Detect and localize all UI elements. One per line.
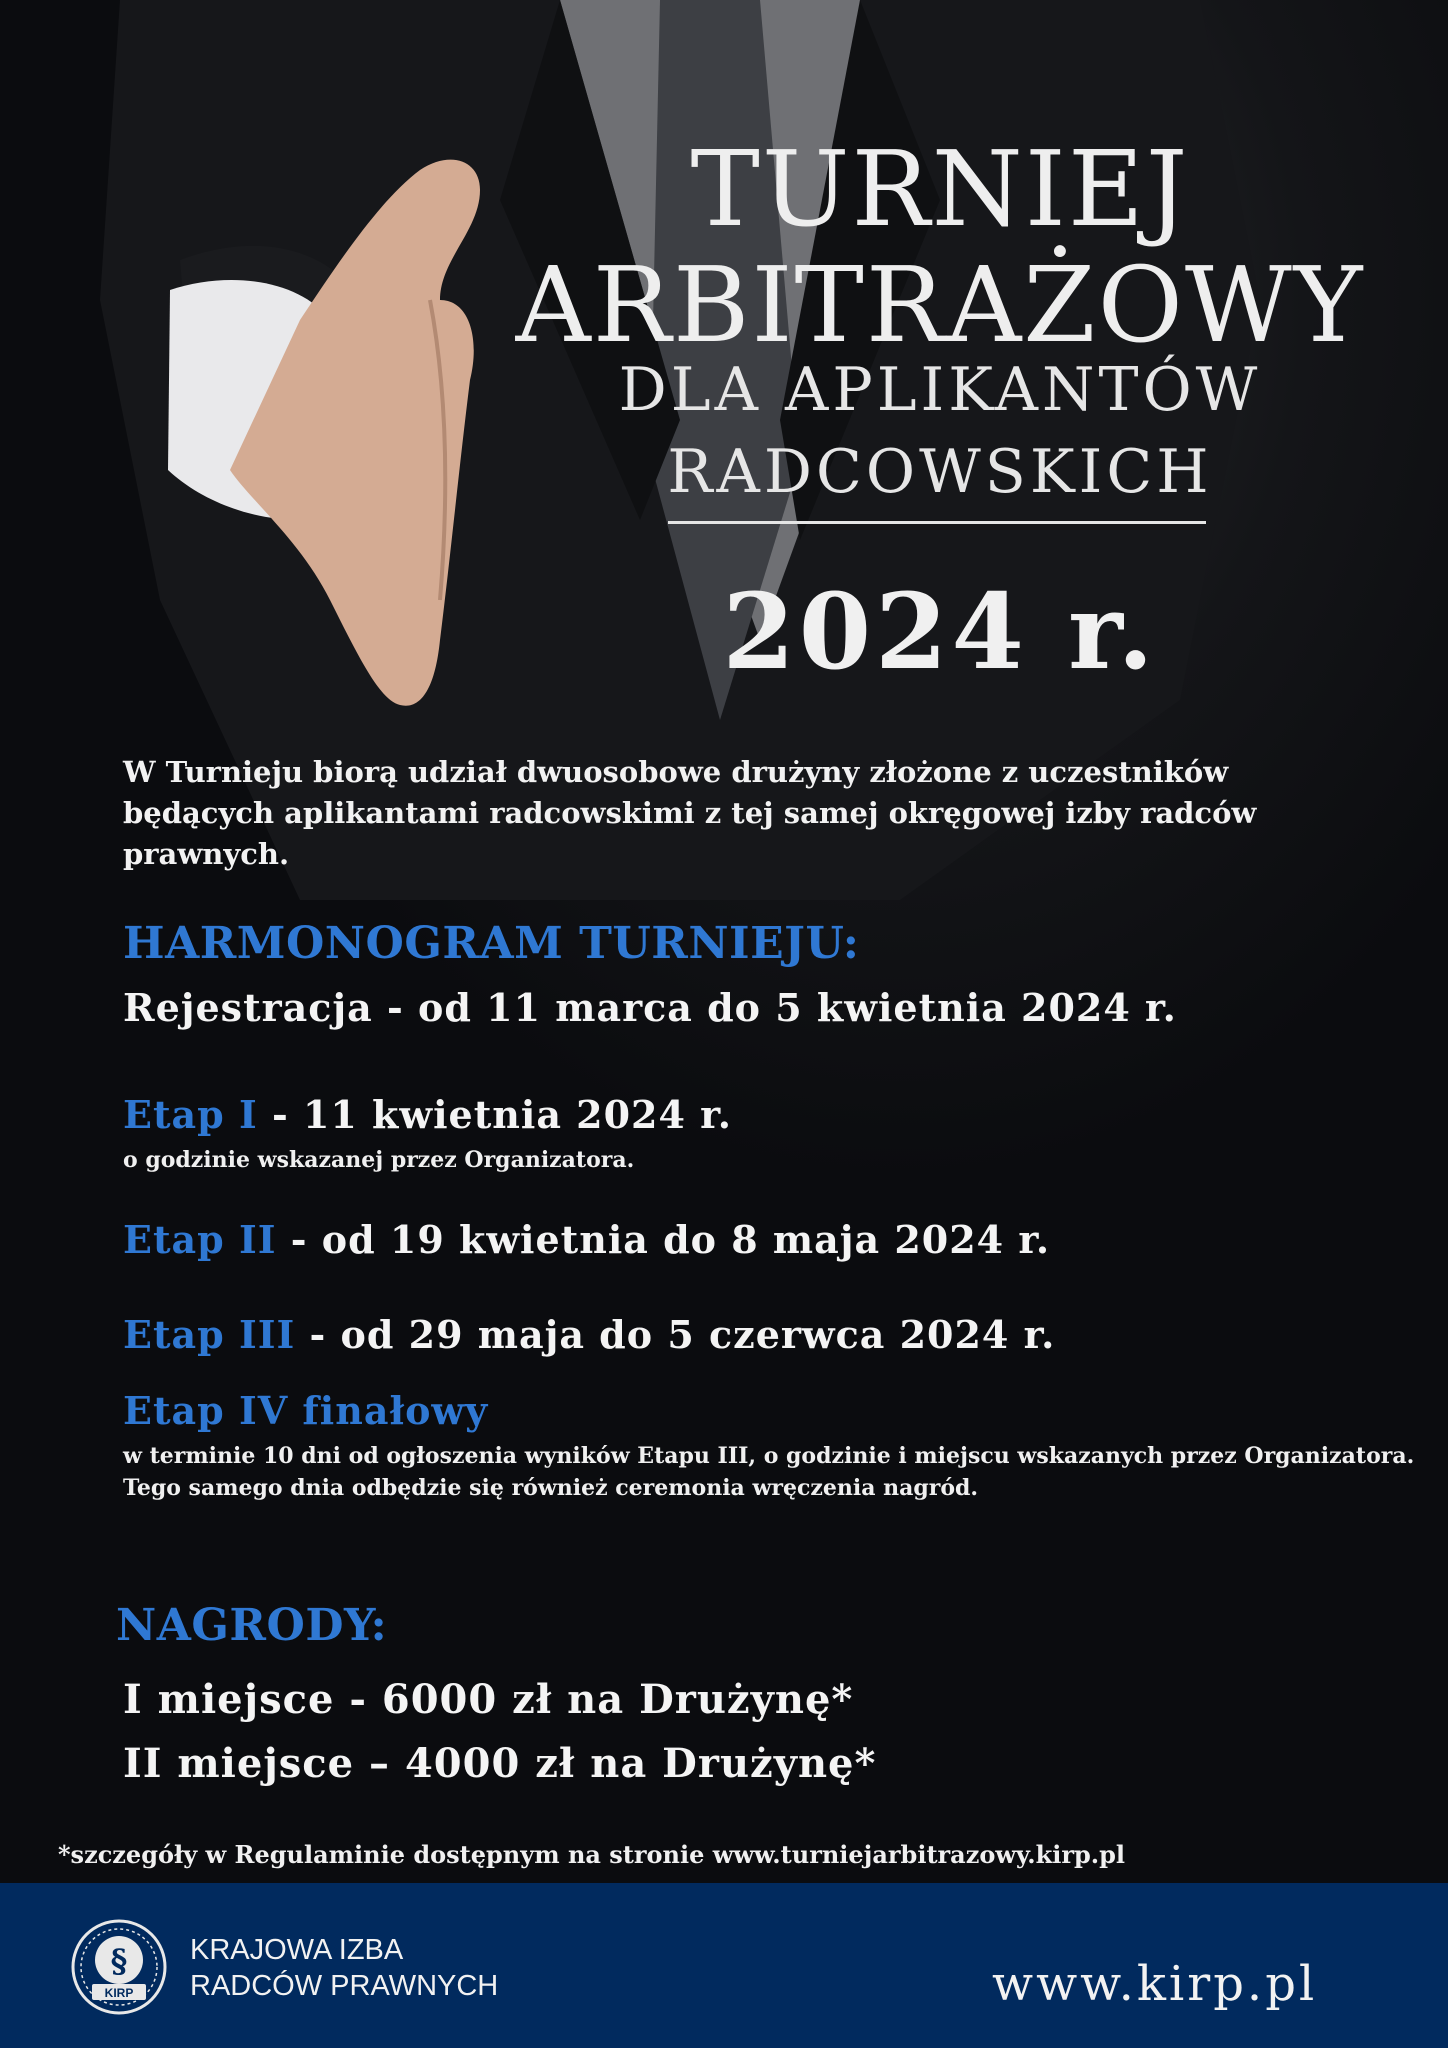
stage-4-label: Etap IV finałowy xyxy=(123,1388,489,1433)
org-name-line-1: KRAJOWA IZBA xyxy=(190,1934,404,1966)
title-line-4: RADCOWSKICH xyxy=(667,437,1213,507)
stage-2-label: Etap II xyxy=(123,1217,277,1262)
title-line-1: TURNIEJ xyxy=(690,128,1190,250)
stage-4-line xyxy=(123,1388,488,1433)
logo-symbol: § xyxy=(110,1942,128,1980)
title-divider xyxy=(668,521,1206,524)
website-link[interactable]: www.kirp.pl xyxy=(992,1956,1318,2012)
intro-text: W Turnieju biorą udział dwuosobowe drużyny złożone z uczestników będących aplikantami radcowskimi z tej samej okręgowej izby radców prawnych. xyxy=(123,755,1257,871)
prizes-heading: NAGRODY: xyxy=(116,1600,388,1651)
stage-3-line xyxy=(123,1312,1055,1357)
title-line-3: DLA APLIKANTÓW xyxy=(618,355,1262,425)
schedule-heading: HARMONOGRAM TURNIEJU: xyxy=(123,918,860,969)
stage-1-label: Etap I xyxy=(123,1092,258,1137)
logo-text: KIRP xyxy=(104,1986,134,2000)
prize-first: I miejsce - 6000 zł na Drużynę* xyxy=(123,1676,854,1723)
stage-1-date: - 11 kwietnia 2024 r. xyxy=(257,1092,732,1137)
kirp-logo-icon xyxy=(70,1918,168,2016)
stage-2-line xyxy=(123,1217,1050,1262)
stage-1-note: o godzinie wskazanej przez Organizatora. xyxy=(123,1147,635,1173)
stage-4-note-2: Tego samego dnia odbędzie się również ceremonia wręczenia nagród. xyxy=(123,1475,979,1501)
stage-1-line xyxy=(123,1092,732,1137)
stage-4-note-1: w terminie 10 dni od ogłoszenia wyników Etapu III, o godzinie i miejscu wskazanych przez Organizatora. xyxy=(123,1443,1415,1469)
title-line-2: ARBITRAŻOWY xyxy=(515,244,1365,366)
registration-line: Rejestracja - od 11 marca do 5 kwietnia 2024 r. xyxy=(123,985,1177,1030)
prize-second: II miejsce – 4000 zł na Drużynę* xyxy=(123,1740,877,1787)
title-year: 2024 r. xyxy=(722,570,1158,693)
org-name-line-2: RADCÓW PRAWNYCH xyxy=(190,1970,499,2002)
stage-3-date: - od 29 maja do 5 czerwca 2024 r. xyxy=(295,1312,1056,1357)
footnote: *szczegóły w Regulaminie dostępnym na stronie www.turniejarbitrazowy.kirp.pl xyxy=(58,1840,1126,1869)
stage-2-date: - od 19 kwietnia do 8 maja 2024 r. xyxy=(276,1217,1051,1262)
stage-3-label: Etap III xyxy=(123,1312,296,1357)
